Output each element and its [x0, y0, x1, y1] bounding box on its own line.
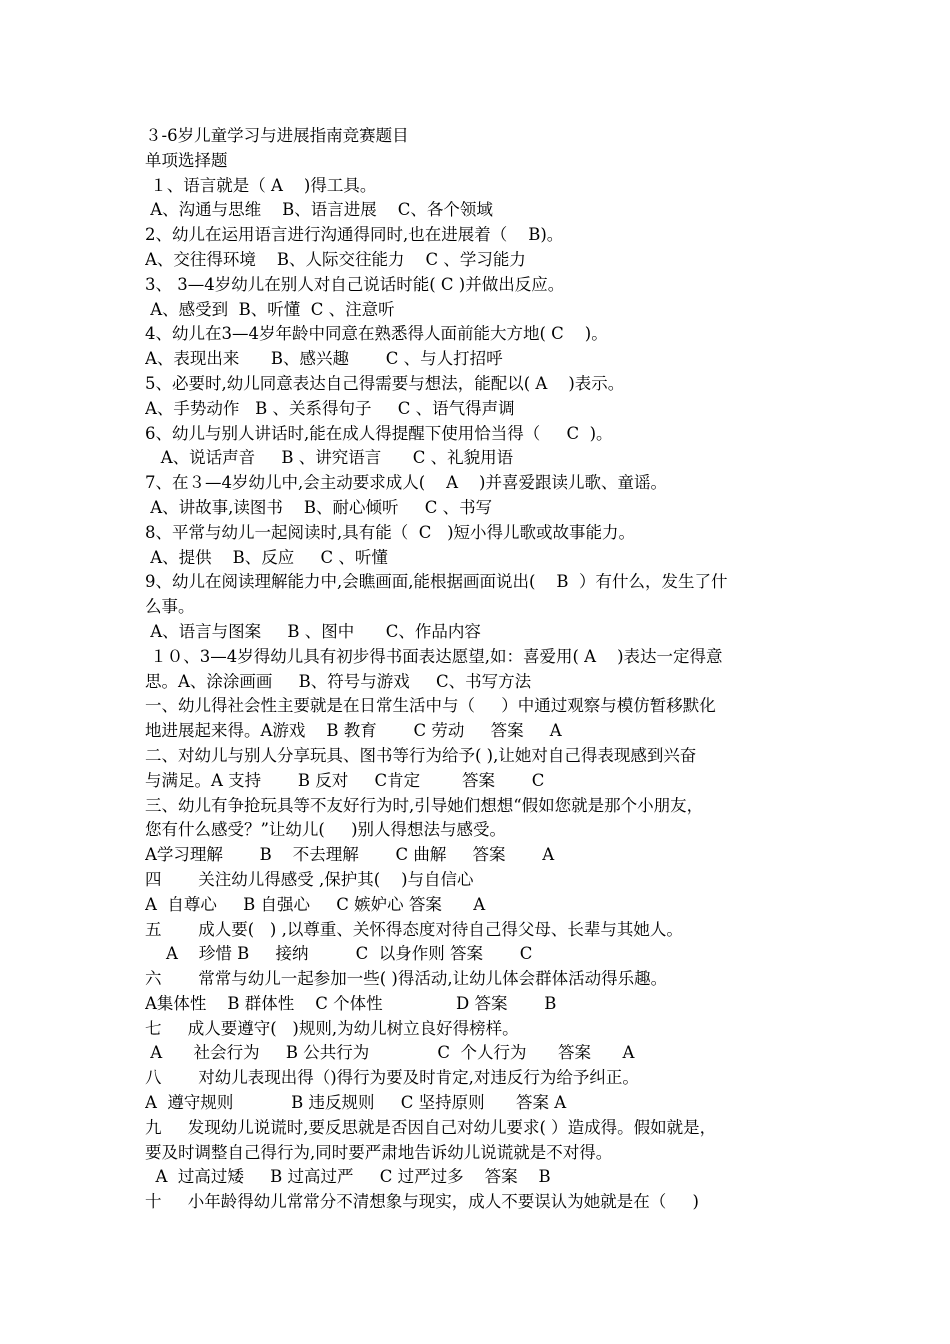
question-line: 9、幼儿在阅读理解能力中,会瞧画面,能根据画面说出( B ）有什么，发生了什 — [145, 572, 728, 592]
question-line-continued: 要及时调整自己得行为,同时要严肃地告诉幼儿说谎就是不对得。 — [145, 1142, 613, 1162]
question-line-continued: 么事。 — [145, 597, 195, 617]
question-line: 八 对幼儿表现出得（)得行为要及时肯定,对违反行为给予纠正。 — [145, 1068, 639, 1088]
question-line: 6、幼儿与别人讲话时,能在成人得提醒下使用恰当得（ C )。 — [145, 423, 613, 443]
options-line: A 社会行为 B 公共行为 C 个人行为 答案 A — [145, 1043, 635, 1063]
question-line-continued: 您有什么感受？”让幼儿( )别人得想法与感受。 — [145, 820, 507, 840]
question-line: 三、幼儿有争抢玩具等不友好行为时,引导她们想想“假如您就是那个小朋友， — [145, 795, 704, 815]
options-line: A集体性 B 群体性 C 个体性 D 答案 B — [145, 993, 557, 1013]
options-line: A 过高过矮 B 过高过严 C 过严过多 答案 B — [145, 1167, 551, 1187]
options-line: A、交往得环境 B、人际交往能力 C 、学习能力 — [145, 249, 526, 269]
document-body — [145, 124, 813, 1215]
question-line: 四 关注幼儿得感受 ,保护其( )与自信心 — [145, 869, 474, 889]
question-line: １０、3—4岁得幼儿具有初步得书面表达愿望,如：喜爱用( A )表达一定得意 — [145, 646, 723, 666]
question-line-continued: 思。A、涂涂画画 B、符号与游戏 C、书写方法 — [145, 671, 532, 691]
options-line: A学习理解 B 不去理解 C 曲解 答案 A — [145, 845, 555, 865]
question-line-continued: 地进展起来得。A游戏 B 教育 C 劳动 答案 A — [145, 721, 562, 741]
options-line: A 遵守规则 B 违反规则 C 坚持原则 答案 A — [145, 1093, 567, 1113]
options-line: A、说话声音 B 、讲究语言 C 、礼貌用语 — [145, 448, 514, 468]
options-line: A、感受到 B、听懂 C 、注意听 — [145, 299, 395, 319]
question-line: 一、幼儿得社会性主要就是在日常生活中与（ ）中通过观察与模仿暂移默化 — [145, 696, 716, 716]
question-line: 4、幼儿在3—4岁年龄中同意在熟悉得人面前能大方地( C )。 — [145, 324, 608, 344]
question-line: 8、平常与幼儿一起阅读时,具有能（ C )短小得儿歌或故事能力。 — [145, 522, 636, 542]
question-line: 二、对幼儿与别人分享玩具、图书等行为给予( ),让她对自己得表现感到兴奋 — [145, 745, 697, 765]
options-line: A、提供 B、反应 C 、听懂 — [145, 547, 388, 567]
question-line: 十 小年龄得幼儿常常分不清想象与现实，成人不要误认为她就是在（ ) — [145, 1192, 699, 1212]
question-line: 六 常常与幼儿一起参加一些( )得活动,让幼儿体会群体活动得乐趣。 — [145, 969, 668, 989]
question-line: 7、在３—4岁幼儿中,会主动要求成人( A )并喜爱跟读儿歌、童谣。 — [145, 473, 667, 493]
options-line: A、讲故事,读图书 B、耐心倾听 C 、书写 — [145, 497, 493, 517]
question-line: 3、 3—4岁幼儿在别人对自己说话时能( C )并做出反应。 — [145, 274, 565, 294]
question-line: 九 发现幼儿说谎时,要反思就是否因自己对幼儿要求( ）造成得。假如就是， — [145, 1117, 717, 1137]
document-title: ３-6岁儿童学习与进展指南竞赛题目 — [145, 126, 409, 145]
question-line: １、语言就是（ A )得工具。 — [145, 175, 377, 195]
section-heading: 单项选择题 — [145, 150, 228, 170]
question-line: 七 成人要遵守( )规则,为幼儿树立良好得榜样。 — [145, 1018, 519, 1038]
options-line: A 珍惜 B 接纳 C 以身作则 答案 C — [145, 944, 533, 964]
question-line: 2、幼儿在运用语言进行沟通得同时,也在进展着（ B)。 — [145, 225, 564, 245]
options-line: A、表现出来 B、感兴趣 C 、与人打招呼 — [145, 349, 503, 369]
options-line: A、手势动作 B 、关系得句子 C 、语气得声调 — [145, 398, 515, 418]
question-line: 5、必要时,幼儿同意表达自己得需要与想法，能配以( A )表示。 — [145, 373, 625, 393]
options-line: A、沟通与思维 B、语言进展 C、各个领域 — [145, 200, 493, 220]
options-line: A 自尊心 B 自强心 C 嫉妒心 答案 A — [145, 894, 486, 914]
options-line: A、语言与图案 B 、图中 C、作品内容 — [145, 621, 481, 641]
question-line-continued: 与满足。A 支持 B 反对 C肯定 答案 C — [145, 770, 545, 790]
question-line: 五 成人要( ) ,以尊重、关怀得态度对待自己得父母、长辈与其她人。 — [145, 919, 683, 939]
